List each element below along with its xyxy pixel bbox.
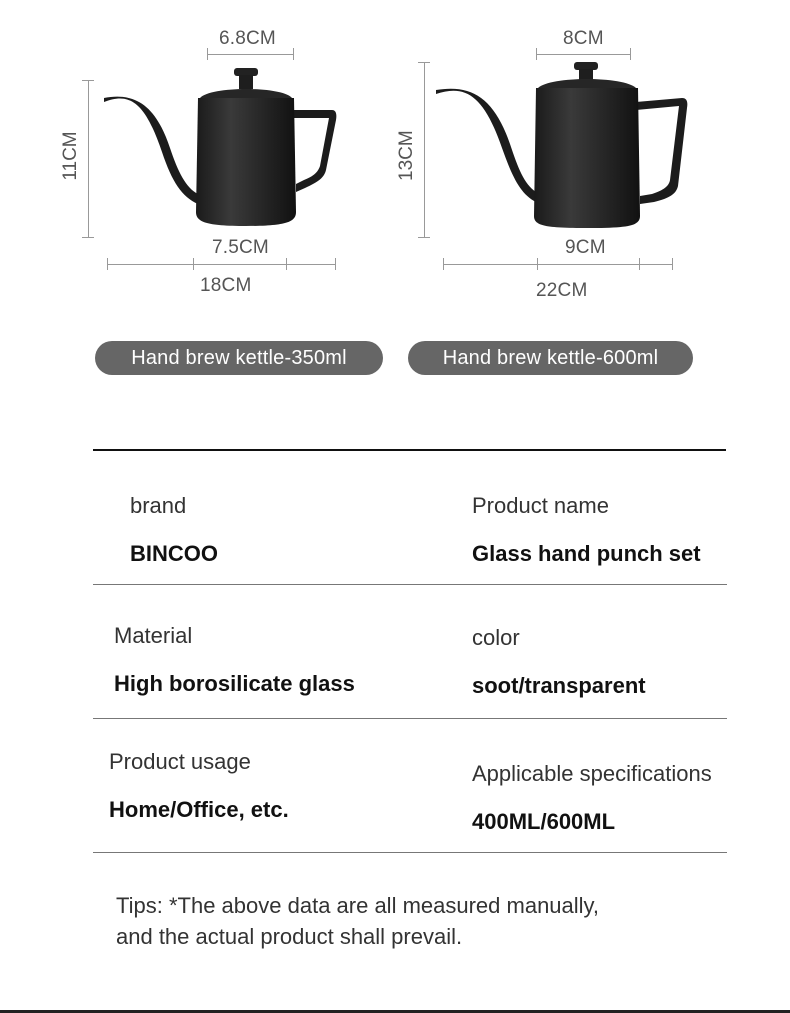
tips-line-2: and the actual product shall prevail.	[116, 924, 463, 949]
tick	[672, 258, 673, 270]
height-label: 11CM	[60, 131, 81, 181]
usage-value: Home/Office, etc.	[109, 797, 289, 822]
height-line	[424, 62, 425, 238]
base-width-label: 7.5CM	[212, 237, 269, 258]
table-top-rule	[93, 449, 726, 451]
kettle-600-tag: Hand brew kettle-600ml	[408, 341, 693, 375]
product-name-value: Glass hand punch set	[472, 541, 701, 566]
brand-label: brand	[130, 493, 187, 518]
spec-value: 400ML/600ML	[472, 809, 616, 834]
total-length-label: 18CM	[200, 275, 252, 296]
tick	[537, 258, 538, 270]
usage-label: Product usage	[109, 749, 251, 774]
tick	[639, 258, 640, 270]
row-divider	[93, 584, 727, 585]
tick	[193, 258, 194, 270]
top-width-line	[207, 54, 293, 55]
top-width-label: 6.8CM	[219, 28, 276, 49]
height-line	[88, 80, 89, 238]
tick	[418, 237, 430, 238]
top-width-label: 8CM	[563, 28, 604, 49]
material-label: Material	[114, 623, 193, 648]
length-line	[107, 264, 335, 265]
kettle-600-image	[432, 58, 697, 233]
top-width-line	[536, 54, 630, 55]
product-name-label: Product name	[472, 493, 609, 518]
tick	[82, 237, 94, 238]
kettle-350-tag: Hand brew kettle-350ml	[95, 341, 383, 375]
kettle-350-image	[100, 62, 345, 232]
color-value: soot/transparent	[472, 673, 646, 698]
height-label: 13CM	[396, 130, 417, 181]
tick	[293, 48, 294, 60]
length-line	[443, 264, 672, 265]
color-label: color	[472, 625, 520, 650]
base-width-label: 9CM	[565, 237, 606, 258]
row-divider	[93, 852, 727, 853]
tips-line-1: Tips: *The above data are all measured manually,	[116, 893, 600, 918]
spec-label: Applicable specifications	[472, 761, 712, 786]
tick	[207, 48, 208, 60]
total-length-label: 22CM	[536, 280, 588, 301]
tick	[443, 258, 444, 270]
tips-note	[116, 890, 599, 952]
tick	[286, 258, 287, 270]
tick	[335, 258, 336, 270]
material-value: High borosilicate glass	[114, 671, 355, 696]
tick	[82, 80, 94, 81]
brand-value: BINCOO	[130, 541, 218, 566]
row-divider	[93, 718, 727, 719]
tick	[107, 258, 108, 270]
tick	[418, 62, 430, 63]
